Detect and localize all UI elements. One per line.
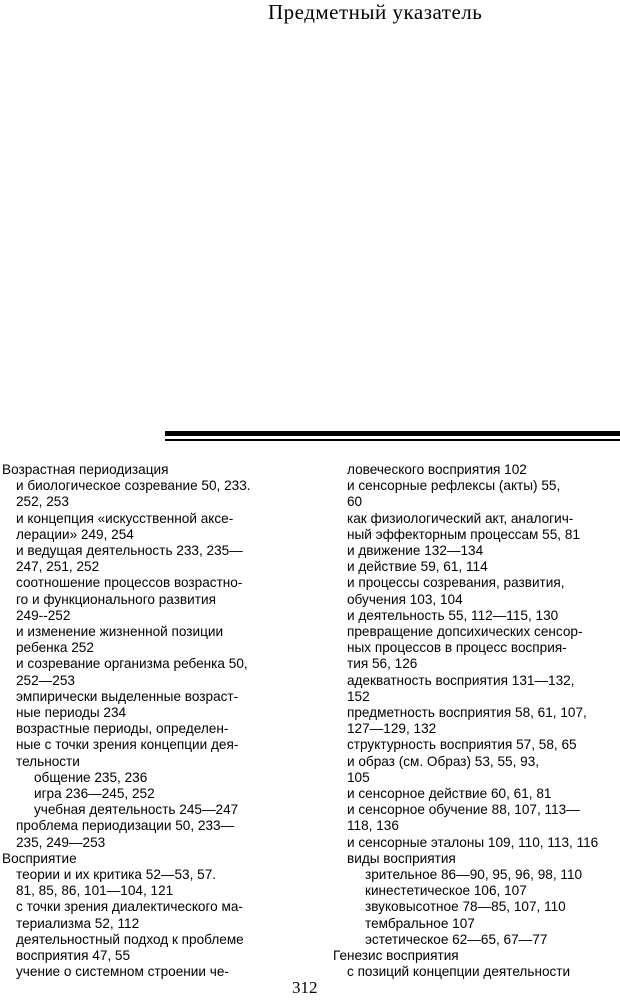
index-entry: Возрастная периодизация xyxy=(2,462,169,477)
index-entry: и деятельность 55, 112—115, 130 xyxy=(347,607,559,623)
header-rule-thin xyxy=(165,439,620,441)
index-entry: виды восприятия xyxy=(347,850,456,866)
index-entry: 249--252 xyxy=(16,607,71,623)
index-entry: и сенсорное обучение 88, 107, 113— xyxy=(347,802,580,818)
index-entry: и движение 132—134 xyxy=(347,543,484,559)
index-entry: возрастные периоды, определен- xyxy=(16,721,229,737)
index-entry: эмпирически выделенные возраст- xyxy=(16,688,239,704)
index-entry: адекватность восприятия 131—132, xyxy=(347,672,575,688)
index-entry: 252—253 xyxy=(16,672,75,688)
index-entry: теории и их критика 52—53, 57. xyxy=(16,867,217,883)
index-entry: с позиций концепции деятельности xyxy=(347,964,571,980)
index-entry: звуковысотное 78—85, 107, 110 xyxy=(365,899,566,915)
index-entry: ребенка 252 xyxy=(16,640,94,656)
index-entry: и изменение жизненной позиции xyxy=(16,624,224,640)
index-entry: 235, 249—253 xyxy=(16,834,106,850)
index-entry: 247, 251, 252 xyxy=(16,559,100,575)
index-entry: ный эффекторным процессам 55, 81 xyxy=(347,526,580,542)
index-entry: предметность восприятия 58, 61, 107, xyxy=(347,705,587,721)
index-column-left xyxy=(2,462,286,981)
index-entry: 127—129, 132 xyxy=(347,721,437,737)
index-entry: териализма 52, 112 xyxy=(16,915,140,931)
index-entry: 81, 85, 86, 101—104, 121 xyxy=(16,883,174,899)
index-entry: учение о системном строении че- xyxy=(16,964,229,980)
index-entry: и действие 59, 61, 114 xyxy=(347,559,488,575)
index-entry: го и функционального развития xyxy=(16,591,216,607)
index-entry: ловеческого восприятия 102 xyxy=(347,462,527,477)
index-entry: ные периоды 234 xyxy=(16,705,127,721)
index-entry: обучения 103, 104 xyxy=(347,591,463,607)
index-entry: тембральное 107 xyxy=(365,915,475,931)
index-entry: восприятия 47, 55 xyxy=(16,948,131,964)
index-entry: 60 xyxy=(347,494,363,510)
page-number: 312 xyxy=(292,978,318,997)
index-entry: и процессы созревания, развития, xyxy=(347,575,565,591)
index-entry: 118, 136 xyxy=(347,818,399,834)
index-entry: 252, 253 xyxy=(16,494,69,510)
index-entry: 105 xyxy=(347,769,370,785)
header-rule-thick xyxy=(165,431,620,436)
index-entry: и ведущая деятельность 233, 235— xyxy=(16,543,243,559)
index-entry: 152 xyxy=(347,688,370,704)
index-entry: и сенсорные эталоны 109, 110, 113, 116 xyxy=(347,834,599,850)
index-entry: и сенсорное действие 60, 61, 81 xyxy=(347,786,552,802)
index-entry: как физиологический акт, аналогич- xyxy=(347,510,574,526)
index-entry: проблема периодизации 50, 233— xyxy=(16,818,235,834)
index-entry: Восприятие xyxy=(2,850,77,866)
index-entry: и образ (см. Образ) 53, 55, 93, xyxy=(347,753,540,769)
index-entry: и биологическое созревание 50, 233. xyxy=(16,478,251,494)
index-entry: соотношение процессов возрастно- xyxy=(16,575,243,591)
index-entry: и концепция «искусственной аксе- xyxy=(16,510,234,526)
index-entry: ных процессов в процесс восприя- xyxy=(347,640,567,656)
index-entry: лерации» 249, 254 xyxy=(16,526,134,542)
index-entry: и созревание организма ребенка 50, xyxy=(16,656,248,672)
index-entry: тия 56, 126 xyxy=(347,656,418,672)
index-entry: структурность восприятия 57, 58, 65 xyxy=(347,737,577,753)
index-entry: учебная деятельность 245—247 xyxy=(34,802,239,818)
index-entry: Генезис восприятия xyxy=(333,948,459,964)
index-entry: превращение допсихических сенсор- xyxy=(347,624,583,640)
index-entry: игра 236—245, 252 xyxy=(34,786,155,802)
index-entry: тельности xyxy=(16,753,80,769)
page-title: Предметный указатель xyxy=(268,0,483,24)
index-entry: и сенсорные рефлексы (акты) 55, xyxy=(347,478,561,494)
index-entry: зрительное 86—90, 95, 96, 98, 110 xyxy=(365,867,583,883)
index-entry: ные с точки зрения концепции дея- xyxy=(16,737,239,753)
index-entry: деятельностный подход к проблеме xyxy=(16,931,244,947)
index-entry: с точки зрения диалектического ма- xyxy=(16,899,243,915)
index-column-right xyxy=(333,462,619,981)
index-entry: кинестетическое 106, 107 xyxy=(365,883,527,899)
index-entry: общение 235, 236 xyxy=(34,769,148,785)
index-entry: эстетическое 62—65, 67—77 xyxy=(365,931,548,947)
